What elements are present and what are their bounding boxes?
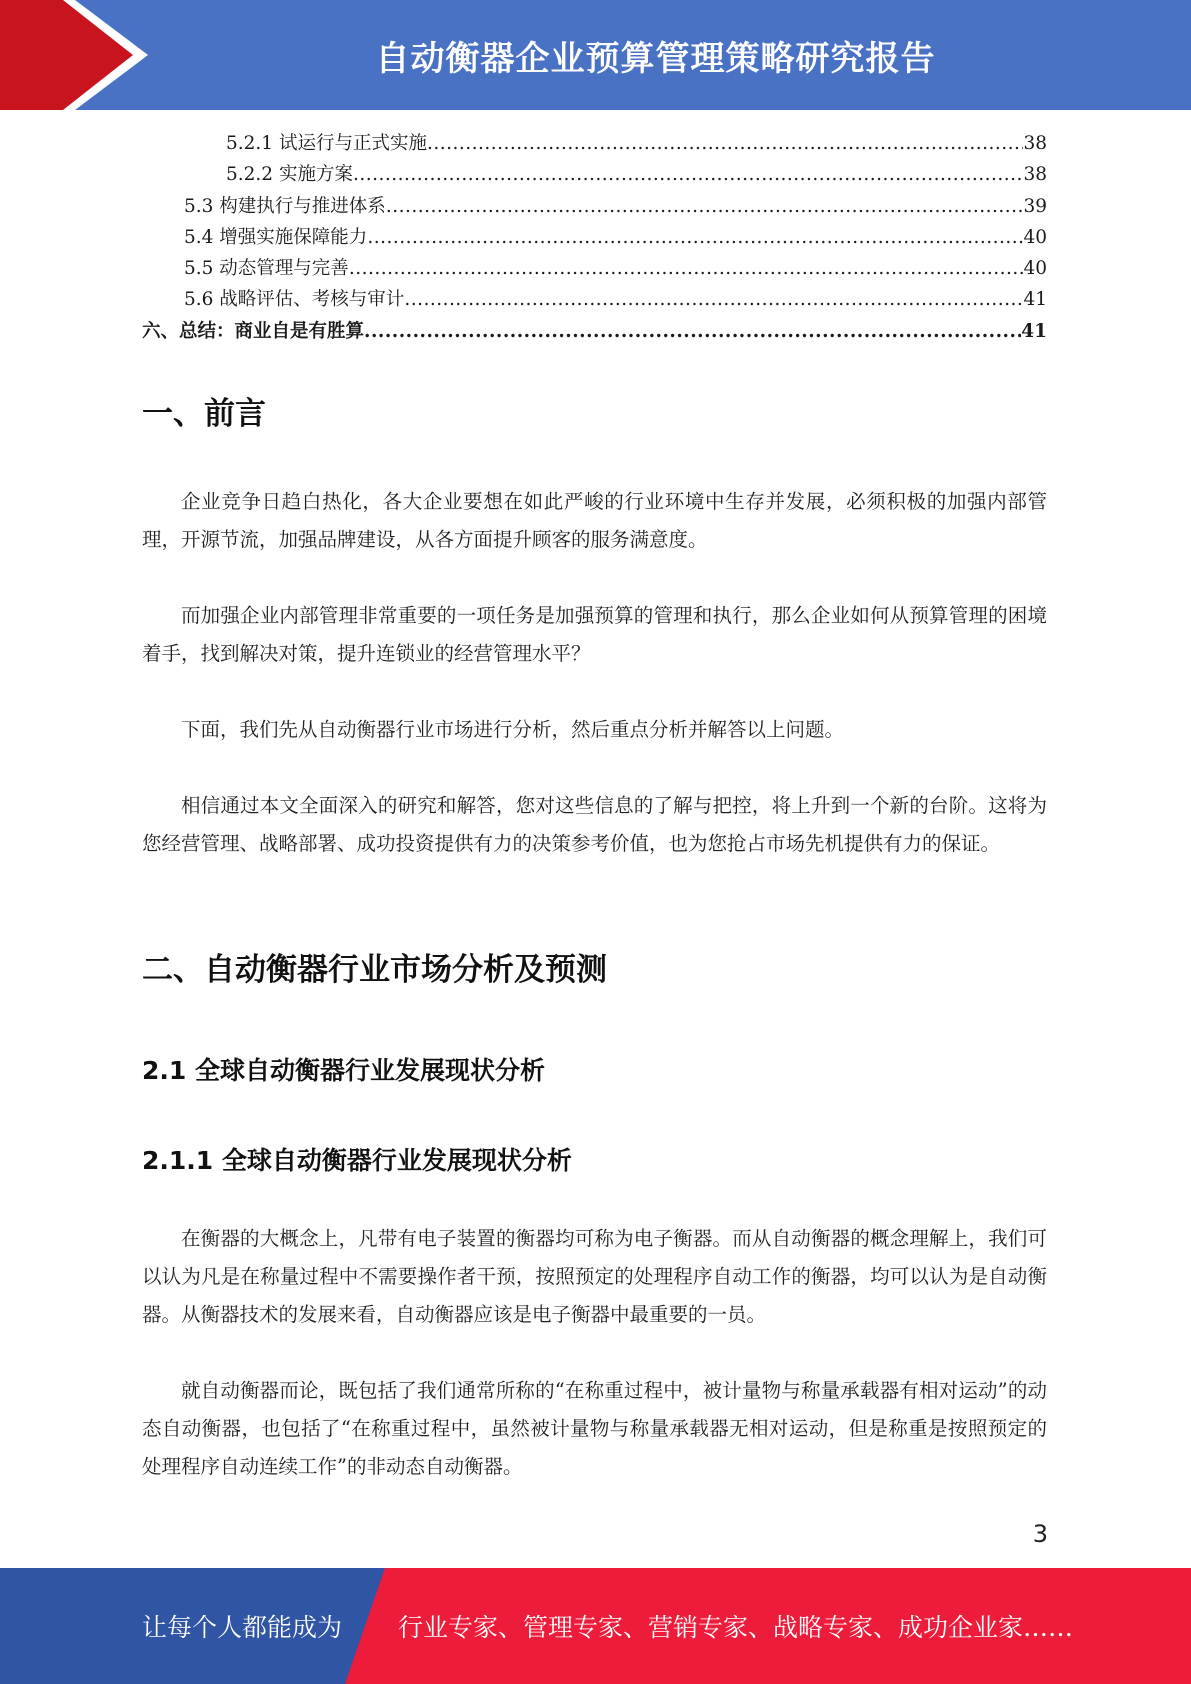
page-number: 3	[1032, 1520, 1048, 1548]
section-heading-market-analysis: 二、自动衡器行业市场分析及预测	[142, 952, 607, 988]
toc-entry-page: 38	[1023, 164, 1047, 186]
toc-entry[interactable]	[142, 191, 1047, 222]
toc-dot-leader	[367, 222, 1023, 253]
subsection-heading: 2.1 全球自动衡器行业发展现状分析	[142, 1056, 545, 1085]
toc-entry[interactable]	[142, 316, 1047, 347]
toc-dot-leader	[353, 159, 1024, 190]
section-heading-preface: 一、前言	[142, 396, 266, 432]
toc-entry-page: 40	[1023, 226, 1047, 248]
toc-dot-leader	[427, 128, 1023, 159]
page-footer	[0, 1568, 1191, 1684]
body-paragraph: 而加强企业内部管理非常重要的一项任务是加强预算的管理和执行，那么企业如何从预算管理的困境着手，找到解决对策，提升连锁业的经营管理水平？	[142, 604, 1047, 665]
toc-entry[interactable]	[142, 159, 1047, 190]
toc-entry[interactable]	[142, 128, 1047, 159]
toc-entry-label: 5.4 增强实施保障能力	[184, 226, 368, 248]
toc-dot-leader	[364, 316, 1021, 347]
body-paragraph: 相信通过本文全面深入的研究和解答，您对这些信息的了解与把控，将上升到一个新的台阶。这将为您经营管理、战略部署、成功投资提供有力的决策参考价值，也为您抢占市场先机提供有力的保证。	[142, 794, 1047, 855]
table-of-contents	[142, 128, 1047, 347]
report-title: 自动衡器企业预算管理策略研究报告	[375, 38, 936, 79]
toc-entry-label: 5.3 构建执行与推进体系	[184, 195, 386, 217]
toc-entry[interactable]	[142, 284, 1047, 315]
toc-entry-page: 40	[1023, 258, 1047, 280]
body-paragraph: 在衡器的大概念上，凡带有电子装置的衡器均可称为电子衡器。而从自动衡器的概念理解上，我们可以认为凡是在称量过程中不需要操作者干预，按照预定的处理程序自动工作的衡器，均可以认为是自动衡器。从衡器技术的发展来看，自动衡器应该是电子衡器中最重要的一员。	[142, 1227, 1047, 1326]
toc-dot-leader	[386, 191, 1024, 222]
toc-entry-label: 5.6 战略评估、考核与审计	[184, 289, 405, 311]
toc-entry-page: 41	[1021, 320, 1047, 342]
page-header	[0, 0, 1191, 110]
toc-entry-label: 5.2.1 试运行与正式实施	[226, 133, 427, 154]
toc-entry-page: 39	[1023, 195, 1047, 217]
toc-dot-leader	[349, 253, 1024, 284]
toc-entry-label: 5.5 动态管理与完善	[184, 258, 349, 280]
body-paragraph: 就自动衡器而论，既包括了我们通常所称的“在称重过程中，被计量物与称量承载器有相对运动”的动态自动衡器，也包括了“在称重过程中，虽然被计量物与称量承载器无相对运动，但是称重是按照预定的处理程序自动连续工作”的非动态自动衡器。	[142, 1379, 1047, 1478]
toc-entry[interactable]	[142, 222, 1047, 253]
toc-entry-page: 38	[1023, 133, 1047, 154]
toc-entry-label: 六、总结：商业自是有胜算	[142, 320, 365, 342]
footer-slogan-left: 让每个人都能成为	[142, 1613, 343, 1642]
toc-entry-page: 41	[1023, 289, 1047, 311]
subsection-heading: 2.1.1 全球自动衡器行业发展现状分析	[142, 1146, 572, 1175]
header-chevron-decoration	[0, 0, 160, 110]
body-paragraph: 企业竞争日趋白热化，各大企业要想在如此严峻的行业环境中生存并发展，必须积极的加强内部管理，开源节流，加强品牌建设，从各方面提升顾客的服务满意度。	[142, 490, 1047, 551]
toc-entry-label: 5.2.2 实施方案	[226, 164, 353, 186]
footer-slogan-right: 行业专家、管理专家、营销专家、战略专家、成功企业家……	[398, 1613, 1074, 1642]
toc-dot-leader	[404, 284, 1023, 315]
body-paragraph: 下面，我们先从自动衡器行业市场进行分析，然后重点分析并解答以上问题。	[181, 718, 845, 741]
toc-entry[interactable]	[142, 253, 1047, 284]
